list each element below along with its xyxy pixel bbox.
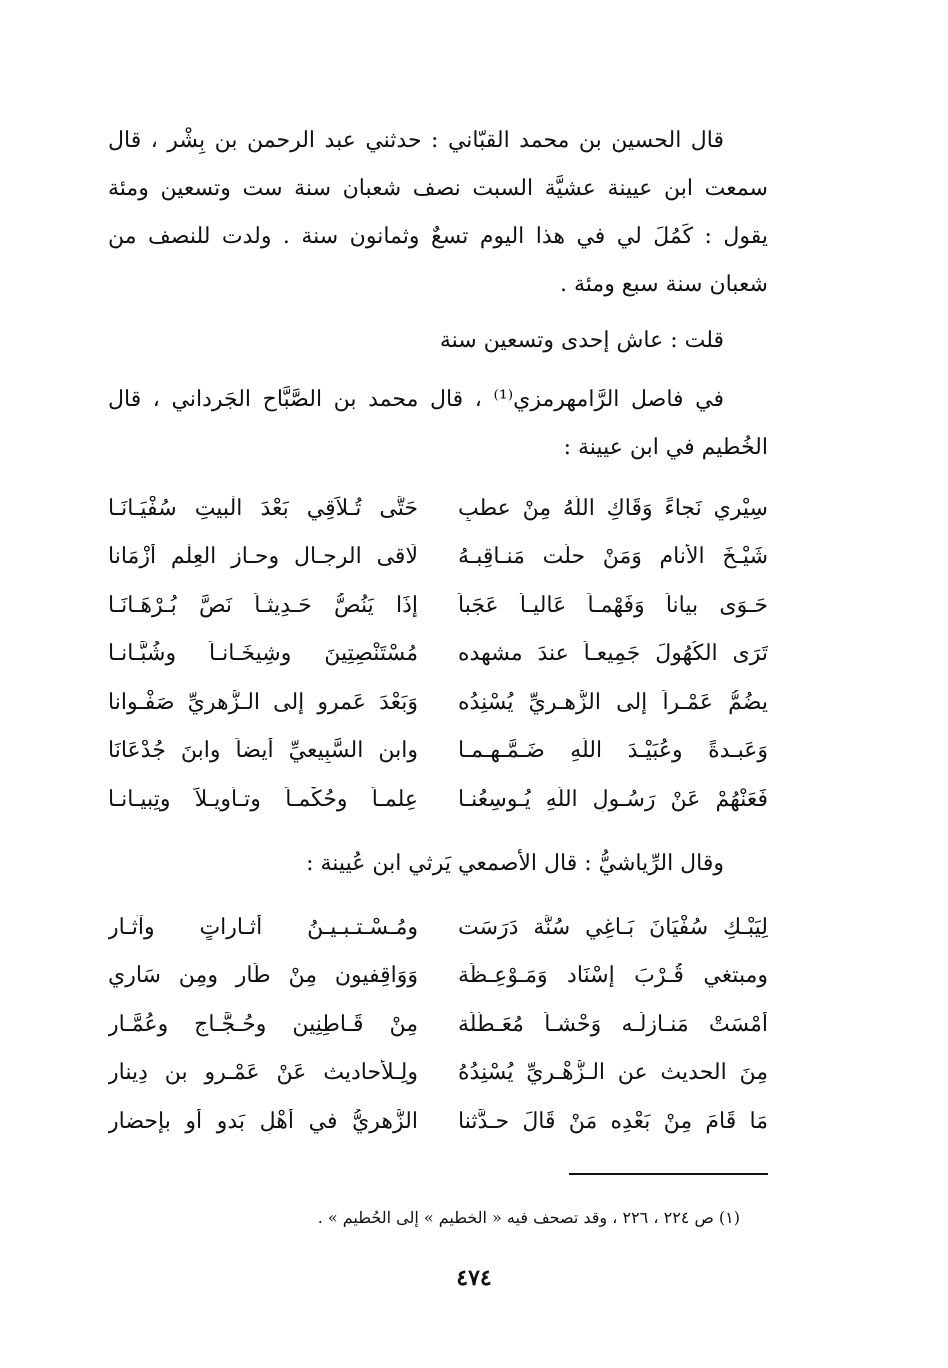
- verse-first-hemistich: ومبتغي قُـرْبَ إسْنَاد وَمَـوْعِـظَة: [458, 963, 768, 989]
- verse-line: [108, 1000, 768, 1049]
- verse-first-hemistich: مِنَ الحديث عن الـزُّهْـريِّ يُسْنِدُهُ: [458, 1060, 768, 1086]
- verse-second-hemistich: وَوَاقِفيون مِنْ طَارٍ ومِن سَاري: [108, 963, 418, 989]
- verse-second-hemistich: وَبَعْدَ عَمرٍو إلى الـزُّهريِّ صَفْـوانا: [108, 689, 418, 715]
- verse-line: [108, 903, 768, 952]
- verse-second-hemistich: عِلمـاً وحُكْمـاً وتـأويـلاً وتِبيـانـا: [108, 786, 418, 812]
- verse-first-hemistich: لِيَبْـكِ سُفْيَانَ بَـاغِي سُنَّة دَرَسَت: [458, 914, 768, 940]
- verse-line: [108, 1097, 768, 1146]
- verse-line: [108, 581, 768, 630]
- verse-first-hemistich: مَا قَامَ مِنْ بَعْدِه مَنْ قَالَ حـدَّثنا: [458, 1108, 768, 1134]
- verse-first-hemistich: يضُمُّ عَمْـراً إلى الزُّهـريِّ يُسْنِدُه: [458, 689, 768, 715]
- verse-first-hemistich: شَيْـخَ الأَنامِ وَمَنْ حلّت مَنـاقِبـهُ: [458, 544, 768, 570]
- page-number: ٤٧٤: [456, 1265, 492, 1291]
- verse-first-hemistich: أمْسَتْ مَنـازِلُـه وَحْشـاً مُعَـطَّلَة: [458, 1011, 768, 1037]
- verse-second-hemistich: ولِـلأحاديث عَنْ عَمْـرو بن دِينارِ: [108, 1060, 418, 1086]
- verse-line: [108, 630, 768, 679]
- poem-khutaym: [108, 484, 768, 824]
- paragraph-hadith-narration: قال الحسين بن محمد القبّاني : حدثني عبد الرحمن بن بِشْر ، قال سمعت ابن عيينة عشيَّة السبت نصف شعبان سنة ست وتسعين ومئة يقول : كَمُلَ لي في هذا اليوم تسعٌ وثمانون سنة . ولدت للنصف من شعبان سنة سبع ومئة .: [108, 128, 768, 297]
- verse-line: [108, 678, 768, 727]
- paragraph-note: قلت : عاش إحدى وتسعين سنة: [439, 328, 724, 353]
- verse-line: [108, 727, 768, 776]
- verse-first-hemistich: فَعَنْهُمْ عَنْ رَسُـولِ اللَّهِ يُـوسِعُنـا: [458, 786, 768, 812]
- verse-second-hemistich: مِنْ قَـاطِنِين وحُـجَّـاجٍ وعُمَّـارِ: [108, 1011, 418, 1037]
- footnote: (١) ص ٢٢٤ ، ٢٢٦ ، وقد تصحف فيه « الخطيم » إلى الحُطيم » .: [317, 1208, 740, 1227]
- verse-line: [108, 1049, 768, 1098]
- verse-line: [108, 775, 768, 824]
- verse-second-hemistich: وابن السَّبِيعيِّ أيضاً وابنَ جُدْعَانَا: [108, 738, 418, 764]
- verse-first-hemistich: سِيْري نَجاءً وَقَاكِ اللَّهُ مِنْ عطبٍ: [458, 495, 768, 521]
- verse-second-hemistich: إذَا يَنُصُّ حَـدِيثـاً نَصَّ بُـرْهَـانَـا: [108, 592, 418, 618]
- footnote-divider: [569, 1173, 768, 1175]
- verse-second-hemistich: لَاقى الرجـال وحـاز العِلْم أَزْمَانا: [108, 544, 418, 570]
- verse-first-hemistich: تَرَى الكُهُولَ جَمِيعـاً عندَ مشهده: [458, 641, 768, 667]
- verse-line: [108, 952, 768, 1001]
- verse-second-hemistich: ومُـسْـتـبـيـنُ أثـاراتٍ وآثـارِ: [108, 914, 418, 940]
- paragraph-poem-intro-1: في فاصل الرَّامهرمزي⁽¹⁾ ، قال محمد بن الصَّبَّاح الجَرداني ، قال الخُطيم في ابن عيينة :: [108, 387, 768, 460]
- verse-line: [108, 533, 768, 582]
- verse-second-hemistich: حَتَّى تُـلاَقِي بَعْدَ الْبيتِ سُفْيَـانَـا: [108, 495, 418, 521]
- verse-first-hemistich: حَـوَى بياناً وَفَهْمـاً عَاليـاً عَجَباً: [458, 592, 768, 618]
- verse-first-hemistich: وَعَبـدةً وعُبَيْـدَ اللَّهِ ضَـمَّـهـمـا: [458, 738, 768, 764]
- poem-asmai-elegy: [108, 903, 768, 1146]
- verse-second-hemistich: مُسْتَنْصِتِينَ وشِيخَـانـاً وشُبَّـانـا: [108, 641, 418, 667]
- verse-second-hemistich: الزُّهريُّ في أهْلِ بَدوٍ أو بإحضار: [108, 1108, 418, 1134]
- paragraph-poem-intro-2: وقال الرِّياشيُّ : قال الأصمعي يَرثي ابن عُيينة :: [306, 851, 724, 876]
- verse-line: [108, 484, 768, 533]
